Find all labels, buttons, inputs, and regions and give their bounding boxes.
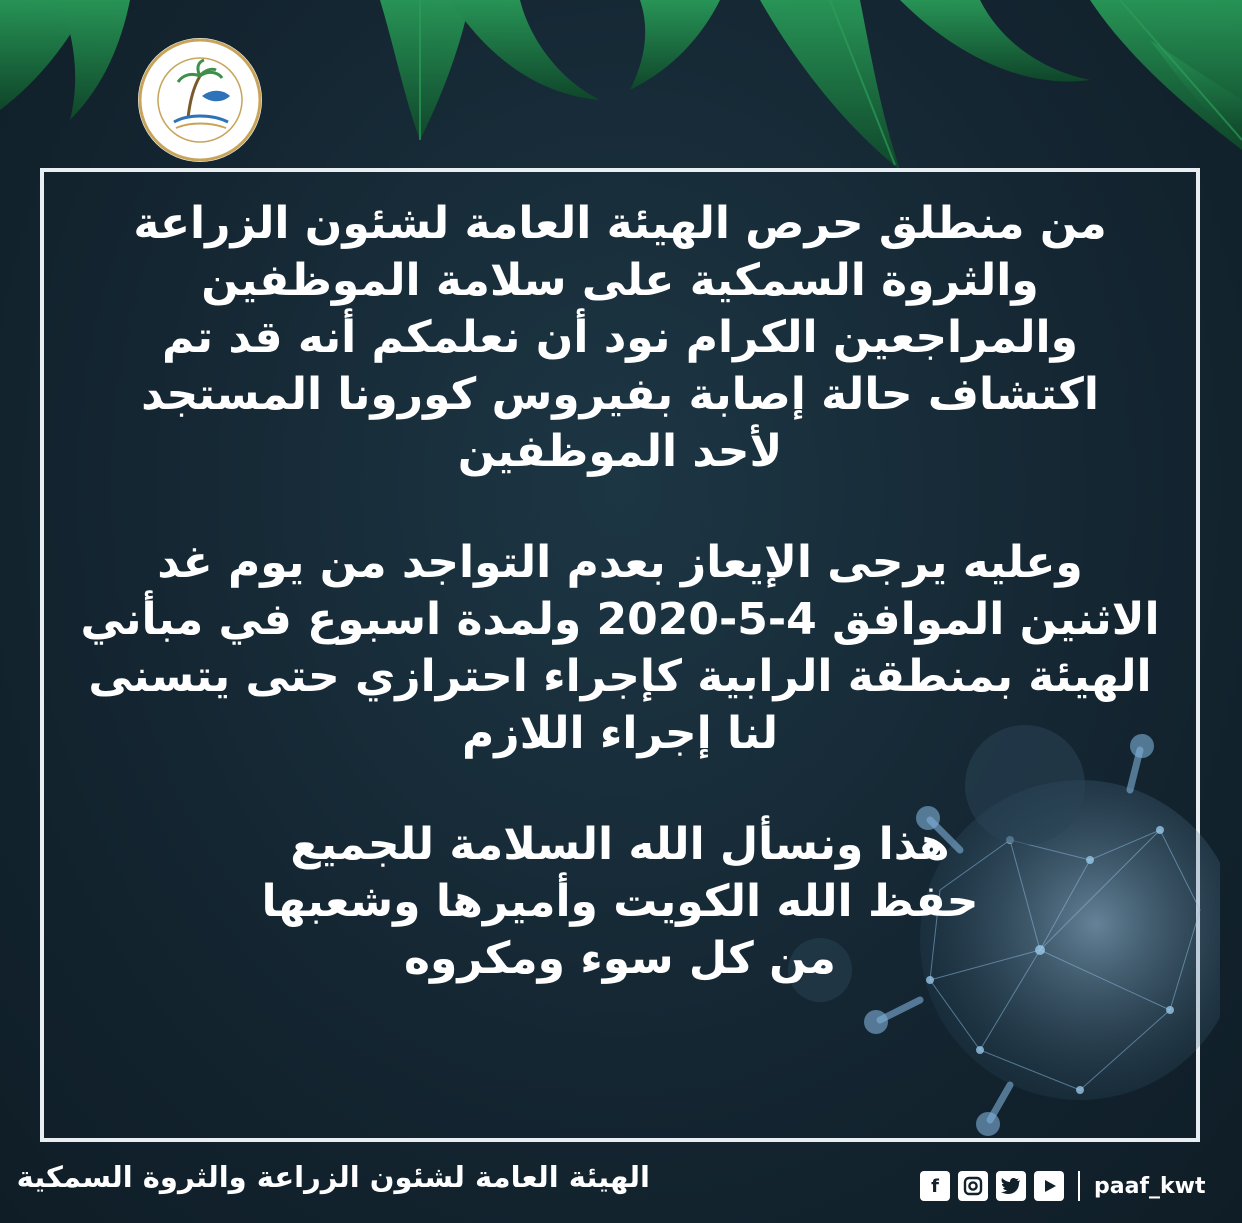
message-line: والثروة السمكية على سلامة الموظفين	[201, 255, 1039, 306]
footer-divider	[1078, 1171, 1080, 1201]
footer-organization-name: الهيئة العامة لشئون الزراعة والثروة السمكية	[16, 1160, 650, 1194]
message-line: الاثنين الموافق 4-5-2020 ولمدة اسبوع في مبأني	[80, 594, 1160, 645]
paaf-logo	[138, 38, 262, 162]
message-line: اكتشاف حالة إصابة بفيروس كورونا المستجد	[141, 369, 1099, 420]
message-line: هذا ونسأل الله السلامة للجميع	[290, 819, 950, 870]
twitter-icon[interactable]	[996, 1171, 1026, 1201]
message-line: والمراجعين الكرام نود أن نعلمكم أنه قد تم	[162, 312, 1078, 363]
social-links	[920, 1166, 1205, 1206]
message-line: وعليه يرجى الإيعاز بعدم التواجد من يوم غد	[157, 537, 1083, 588]
message-line: لأحد الموظفين	[457, 426, 783, 477]
social-handle[interactable]: paaf_kwt	[1094, 1173, 1206, 1199]
message-line: لنا إجراء اللازم	[462, 708, 778, 759]
instagram-icon[interactable]	[958, 1171, 988, 1201]
message-line: من كل سوء ومكروه	[404, 933, 836, 984]
facebook-icon[interactable]: f	[920, 1171, 950, 1201]
message-line: الهيئة بمنطقة الرابية كإجراء احترازي حتى يتسنى	[88, 651, 1152, 702]
message-line: حفظ الله الكويت وأميرها وشعبها	[261, 876, 979, 927]
message-line: من منطلق حرص الهيئة العامة لشئون الزراعة	[133, 198, 1107, 249]
youtube-icon[interactable]	[1034, 1171, 1064, 1201]
announcement-text	[70, 195, 1170, 987]
